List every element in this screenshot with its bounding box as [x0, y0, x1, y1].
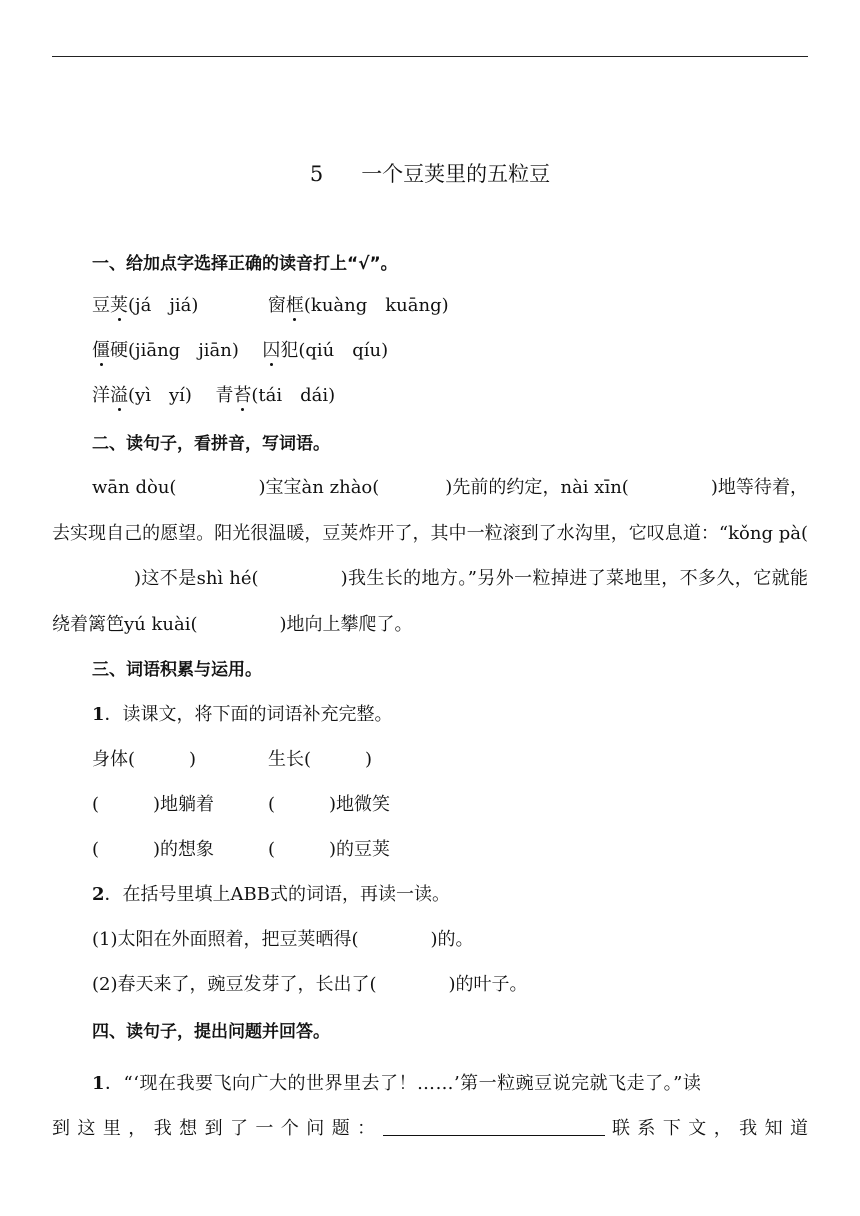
section-3-heading: 三、词语积累与运用。 [92, 660, 262, 680]
fill-word-2: 生长( ) [268, 749, 373, 770]
fill-word-6: ( )的豆荚 [268, 839, 391, 860]
word-chuangkuang: 窗框 [267, 295, 304, 316]
word-doujia: 豆荚 [92, 295, 128, 316]
top-rule [52, 56, 808, 57]
fill-word-5: ( )的想象 [92, 839, 215, 860]
word-qingtai: 青苔 [215, 385, 252, 406]
pinyin-options-tai: (tái dái) [251, 385, 336, 406]
word-qiufan: 囚犯 [262, 340, 299, 361]
word-jiangying: 僵硬 [92, 340, 128, 361]
pinyin-options-yi: (yì yí) [128, 385, 192, 406]
fill-word-1: 身体( ) [92, 749, 197, 770]
answer-line[interactable] [383, 1117, 605, 1136]
word-row-2 [92, 793, 390, 817]
fill-word-3: ( )地躺着 [92, 794, 215, 815]
pinyin-options-qiu: (qiú qíu) [298, 340, 389, 361]
s4-question-1: 1．“‘现在我要飞向广大的世界里去了！……’第一粒豌豆说完就飞走了。”读 到这里，我想到了一个问题： 联系下文，我知道 [52, 1073, 809, 1139]
lesson-number: 5 [309, 162, 324, 186]
section-4-heading: 四、读句子，提出问题并回答。 [92, 1022, 330, 1042]
s3-question-2-a: (1)太阳在外面照着，把豆荚晒得( )的。 [92, 929, 474, 950]
section-1-heading: 一、给加点字选择正确的读音打上“√”。 [92, 254, 398, 274]
word-yangyi: 洋溢 [92, 385, 128, 406]
s3-question-1: 1．读课文，将下面的词语补充完整。 [92, 704, 393, 725]
fill-word-4: ( )地微笑 [268, 794, 391, 815]
pinyin-options-jia: (já jiá) [128, 295, 199, 316]
pinyin-row-3 [92, 384, 335, 408]
lesson-title [0, 158, 860, 188]
section-2-heading: 二、读句子，看拼音，写词语。 [92, 434, 330, 454]
s3-question-2-b: (2)春天来了，豌豆发芽了，长出了( )的叶子。 [92, 974, 528, 995]
pinyin-options-jiang: (jiāng jiān) [128, 340, 239, 361]
pinyin-row-2 [92, 339, 388, 363]
s3-question-2: 2．在括号里填上ABB式的词语，再读一读。 [92, 884, 450, 905]
pinyin-row-1 [92, 294, 449, 318]
section-2-paragraph: wān dòu( )宝宝àn zhào( )先前的约定，nài xīn( )地等待着，去实现自己的愿望。阳光很温暖，豆荚炸开了，其中一粒滚到了水沟里，它叹息道：“kǒng pà()这不是shì hé( )我生长的地方。”另外一粒掉进了菜地里，不多久，它就能绕着篱笆yú kuài( )地向上攀爬了。 [52, 477, 808, 635]
pinyin-options-kuang: (kuàng kuāng) [303, 295, 449, 316]
word-row-3 [92, 838, 390, 862]
word-row-1 [92, 748, 372, 772]
lesson-title-text: 一个豆荚里的五粒豆 [361, 162, 551, 186]
